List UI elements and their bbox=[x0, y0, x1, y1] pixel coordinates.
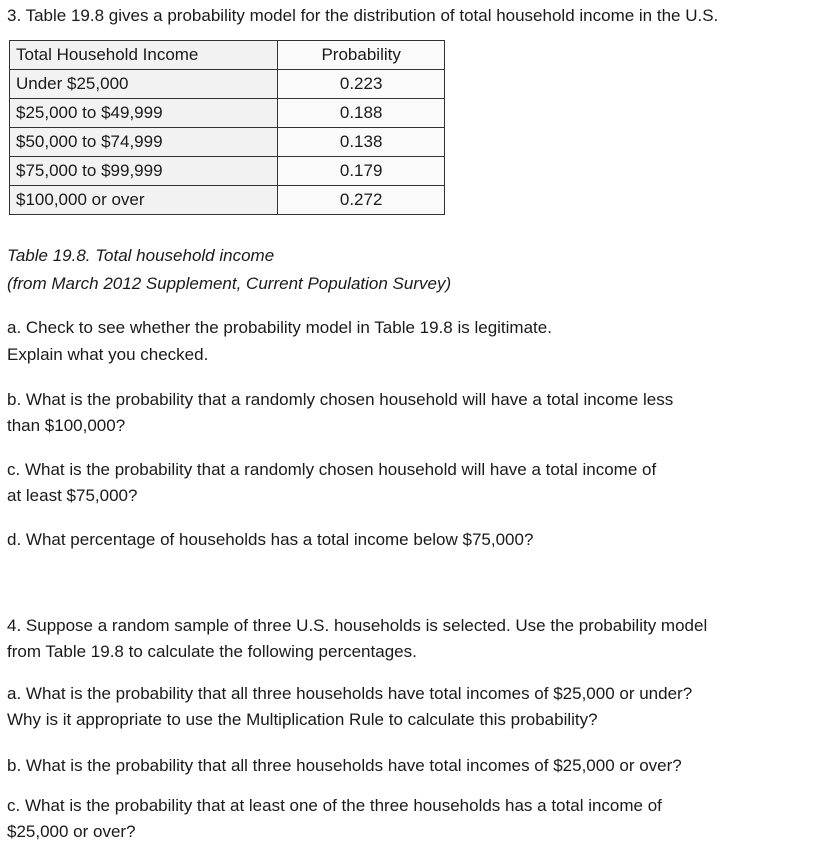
question-3a-line2: Explain what you checked. bbox=[7, 345, 209, 364]
problem-4-intro-line2: from Table 19.8 to calculate the following percentages. bbox=[7, 642, 417, 661]
income-cell: $25,000 to $49,999 bbox=[10, 99, 278, 128]
table-row bbox=[10, 70, 445, 99]
question-3d: d. What percentage of households has a total income below $75,000? bbox=[7, 530, 534, 549]
problem-3-intro: 3. Table 19.8 gives a probability model for the distribution of total household income in the U.S. bbox=[7, 6, 719, 25]
table-caption-source: (from March 2012 Supplement, Current Population Survey) bbox=[7, 274, 452, 293]
question-3c-line2: at least $75,000? bbox=[7, 486, 138, 505]
question-4a-line1: a. What is the probability that all three households have total incomes of $25,000 or under? bbox=[7, 684, 693, 703]
probability-cell: 0.272 bbox=[278, 186, 445, 215]
question-3b-line2: than $100,000? bbox=[7, 416, 126, 435]
probability-cell: 0.223 bbox=[278, 70, 445, 99]
income-cell: $100,000 or over bbox=[10, 186, 278, 215]
income-cell: $50,000 to $74,999 bbox=[10, 128, 278, 157]
probability-cell: 0.138 bbox=[278, 128, 445, 157]
probability-cell: 0.188 bbox=[278, 99, 445, 128]
question-4b: b. What is the probability that all three households have total incomes of $25,000 or over? bbox=[7, 756, 682, 775]
income-cell: $75,000 to $99,999 bbox=[10, 157, 278, 186]
question-3b-line1: b. What is the probability that a randomly chosen household will have a total income less bbox=[7, 390, 674, 409]
probability-cell: 0.179 bbox=[278, 157, 445, 186]
question-3c-line1: c. What is the probability that a randomly chosen household will have a total income of bbox=[7, 460, 657, 479]
question-3a-line1: a. Check to see whether the probability model in Table 19.8 is legitimate. bbox=[7, 318, 552, 337]
header-probability: Probability bbox=[278, 41, 445, 70]
table-row bbox=[10, 186, 445, 215]
table-row bbox=[10, 128, 445, 157]
problem-4-intro-line1: 4. Suppose a random sample of three U.S. households is selected. Use the probability model bbox=[7, 616, 708, 635]
table-row bbox=[10, 157, 445, 186]
question-4a-line2: Why is it appropriate to use the Multiplication Rule to calculate this probability? bbox=[7, 710, 598, 729]
income-probability-table bbox=[9, 40, 445, 215]
table-header-row bbox=[10, 41, 445, 70]
table-caption-title: Table 19.8. Total household income bbox=[7, 246, 275, 265]
header-income: Total Household Income bbox=[10, 41, 278, 70]
table-row bbox=[10, 99, 445, 128]
question-4c-line1: c. What is the probability that at least one of the three households has a total income of bbox=[7, 796, 662, 815]
income-cell: Under $25,000 bbox=[10, 70, 278, 99]
question-4c-line2: $25,000 or over? bbox=[7, 822, 136, 841]
